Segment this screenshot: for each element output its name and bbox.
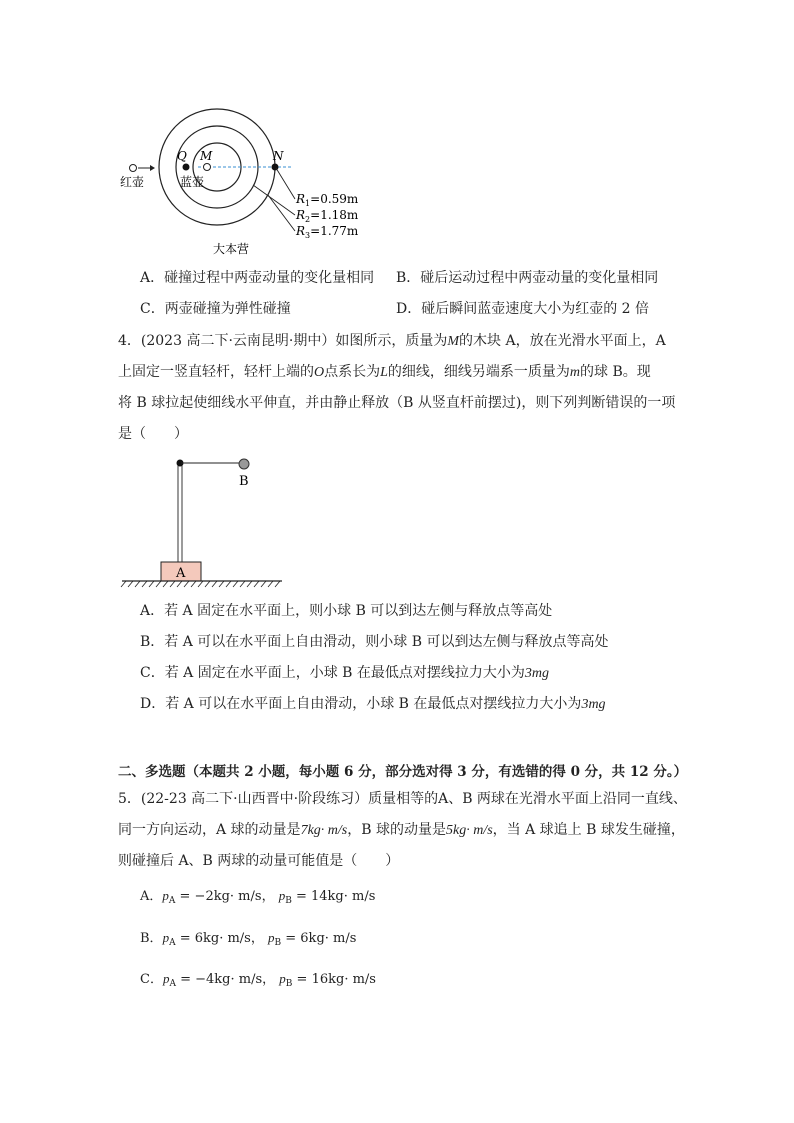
q5-option-a: A．$p_A = -2kg\cdot m/s$， $p_B = 14kg\cdot m/s$ [140,888,376,906]
figure-caption: 大本营 [213,242,250,256]
label-n: N [273,149,284,163]
point-n-dot [272,164,279,171]
q4-stem-line1: 4．(2023 高二下·云南昆明·期中）如图所示，质量为M的木块 A，放在光滑水平面上，A [118,333,666,349]
pendulum-figure [118,452,288,592]
arrow-head-icon [150,165,155,171]
label-red-stone: 红壶 [120,175,145,189]
q4-stem-line4: 是（ ） [118,426,188,442]
label-r2: $R_2=1.18m$ [296,208,359,224]
q4-stem-line2: 上固定一竖直轻杆，轻杆上端的O点系长为L的细线，细线另端系一质量为m的球 B。现 [118,364,651,380]
vertical-rod [178,462,182,562]
ground-hatching [121,581,280,587]
q5-option-c: C．$p_A = -4kg\cdot m/s$， $p_B = 16kg\cdot m/s$ [140,971,376,989]
q4-option-d: D．若 A 可以在水平面上自由滑动，小球 B 在最低点对摆线拉力大小为3mg [140,696,606,712]
r3-leader [268,195,295,231]
q3-option-c: C．两壶碰撞为弹性碰撞 [140,301,291,317]
point-q-dot [183,164,190,171]
r1-leader [276,168,295,199]
q3-option-d: D．碰后瞬间蓝壶速度大小为红壶的 2 倍 [396,301,650,317]
q3-option-a: A．碰撞过程中两壶动量的变化量相同 [140,270,375,286]
label-r1: $R_1=0.59m$ [296,192,359,208]
label-block-a: A [176,566,186,581]
q5-stem-line1: 5．(22-23 高二下·山西晋中·阶段练习）质量相等的A、B 两球在光滑水平面上沿同一直线、 [118,791,687,807]
q4-option-a: A．若 A 固定在水平面上，则小球 B 可以到达左侧与释放点等高处 [140,603,553,619]
q3-option-b: B．碰后运动过程中两壶动量的变化量相同 [396,270,659,286]
label-ball-b: B [239,474,249,489]
section-heading-multiple-choice: 二、多选题（本题共 2 小题，每小题 6 分，部分选对得 3 分，有选错的得 0 分，共 12 分。） [118,764,688,780]
ball-b [239,459,249,469]
curling-target-figure [110,100,380,260]
q4-stem-line3: 将 B 球拉起使细线水平伸直，并由静止释放（B 从竖直杆前摆过)，则下列判断错误的一项 [118,395,676,411]
q5-stem-line2: 同一方向运动，A 球的动量是7kg· m/s，B 球的动量是5kg· m/s，当 A 球追上 B 球发生碰撞， [118,822,685,838]
q5-stem-line3: 则碰撞后 A、B 两球的动量可能值是（ ） [118,853,400,869]
label-m: M [200,149,213,163]
red-stone-start [130,165,137,172]
label-blue-stone: 蓝壶 [180,175,205,189]
q4-option-c: C．若 A 固定在水平面上，小球 B 在最低点对摆线拉力大小为3mg [140,665,550,681]
label-r3: $R_3=1.77m$ [296,224,359,240]
q5-option-b: B．$p_A = 6kg\cdot m/s$， $p_B = 6kg\cdot m/s$ [140,930,357,948]
label-q: Q [177,149,187,163]
q4-option-b: B．若 A 可以在水平面上自由滑动，则小球 B 可以到达左侧与释放点等高处 [140,634,609,650]
point-m-circle [204,164,211,171]
